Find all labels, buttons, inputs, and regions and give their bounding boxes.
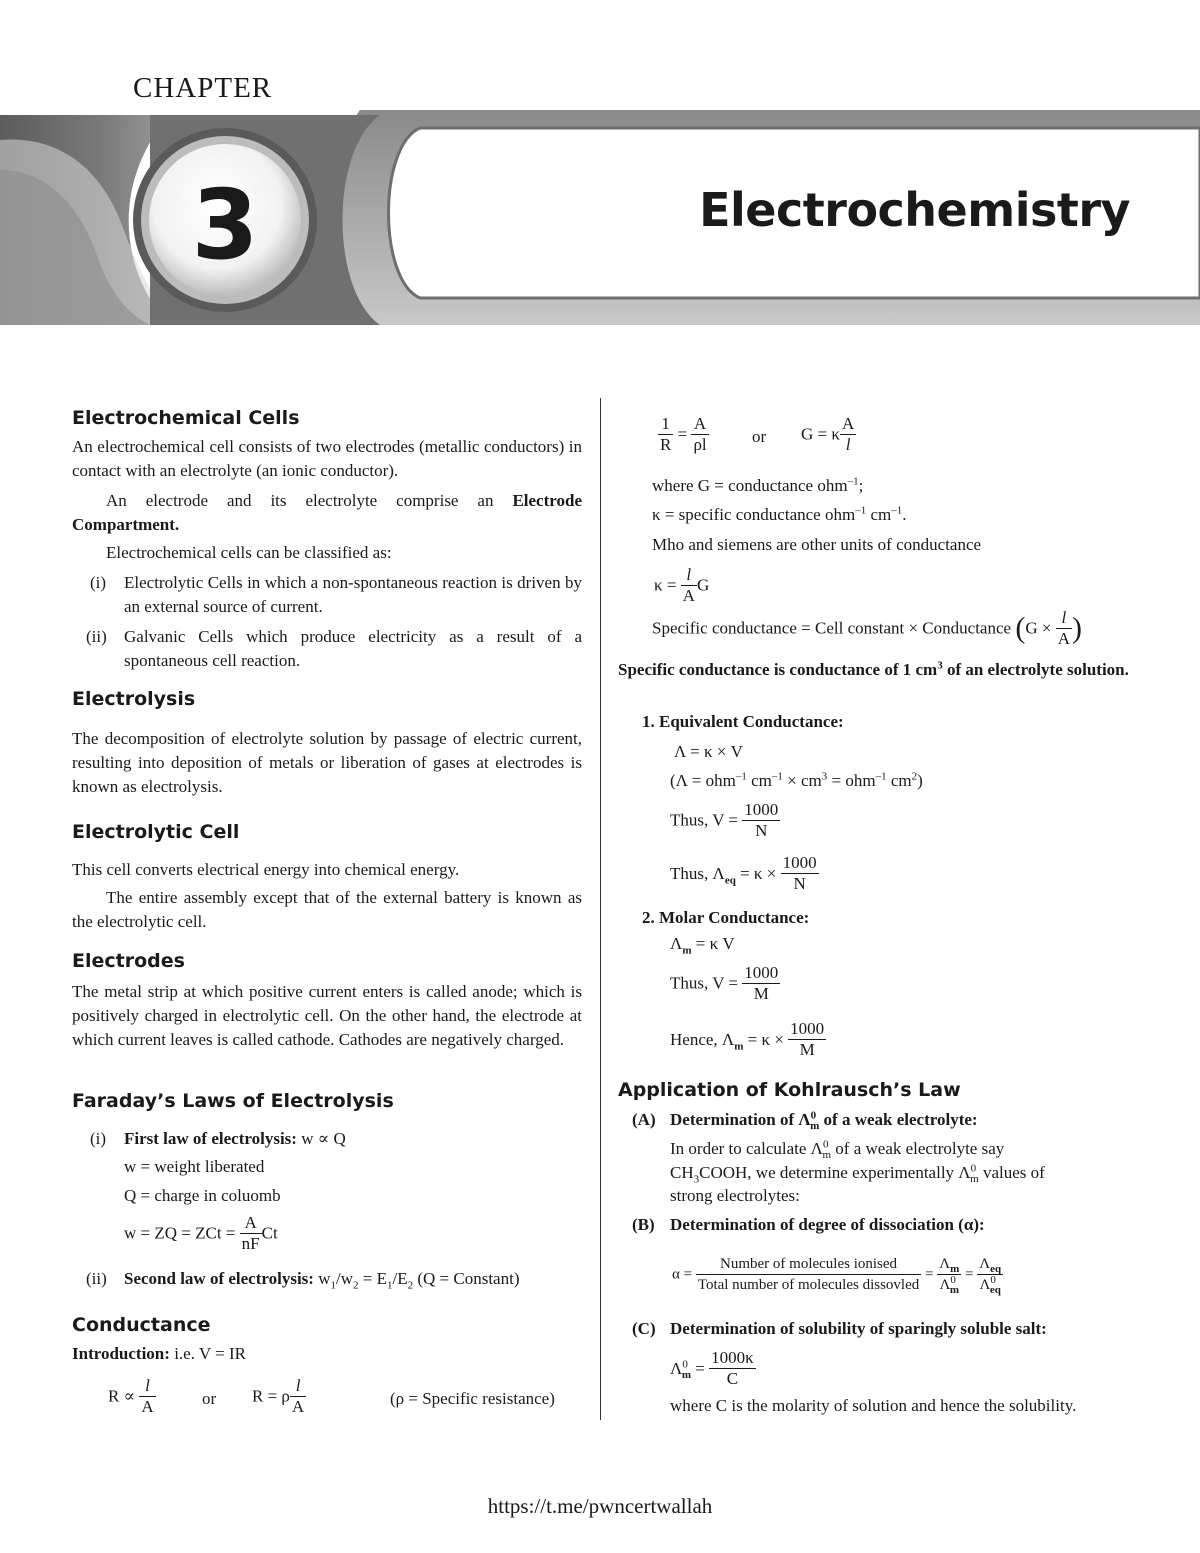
- kohlrausch-c-label: Determination of solubility of sparingly soluble salt:: [670, 1319, 1047, 1338]
- definition: Q = charge in coluomb: [124, 1186, 281, 1205]
- faraday-equation: w = ZQ = ZCt = $\frac{A}{nF}$ Ct: [124, 1213, 278, 1253]
- mho-note: Mho and siemens are other units of conductance: [652, 535, 982, 554]
- kohlrausch-a-label: Determination of $\Lambda^0_m$ of a weak electrolyte:: [670, 1109, 978, 1133]
- units-equation: (Λ = ohm$^{-1}$ $cm^{-1} \times cm^3 = ohm^{-1}$ $cm^2$): [670, 770, 923, 790]
- column-divider: [600, 398, 601, 1420]
- or-text: or: [202, 1389, 217, 1408]
- hence-lambda-m-equation: Hence, $\Lambda_m = \kappa$ × $\frac{1000}{M}$: [670, 1019, 825, 1059]
- paragraph: The entire assembly except that of the external battery is known as the electrolytic cell.: [72, 888, 582, 931]
- heading-electrodes: Electrodes: [72, 950, 185, 972]
- specific-conductance-statement: Specific conductance is conductance of 1 $cm^3$ of an electrolyte solution.: [618, 659, 1129, 679]
- heading-electrolytic-cell: Electrolytic Cell: [72, 821, 240, 843]
- definition: w = weight liberated: [124, 1157, 265, 1176]
- kohlrausch-b-label: Determination of degree of dissociation (α):: [670, 1215, 985, 1234]
- list-marker: (ii): [86, 627, 107, 646]
- rho-note: (ρ = Specific resistance): [390, 1389, 555, 1408]
- footer-link[interactable]: https://t.me/pwncertwallah: [487, 1494, 713, 1518]
- alpha-equation: α = $\frac{\text{Number of molecules ionised}}{\text{Total number of molecules dissovled}}$ = $\frac{\Lambda_m}{\Lambda^0_m}$ = $\frac{\Lambda_{eq}}{\Lambda^0_{eq}}$: [672, 1256, 1002, 1296]
- paragraph: Electrochemical cells can be classified as:: [106, 543, 392, 562]
- conductance-equation: $\frac{1}{R}$ = $\frac{A}{\rho l}$: [660, 414, 707, 454]
- solubility-equation: $\Lambda^0_m$ = $\frac{1000\kappa}{C}$: [670, 1348, 754, 1388]
- kohlrausch-a-text: In order to calculate $\Lambda^0_m$ of a weak electrolyte say: [670, 1138, 1005, 1162]
- list-marker: (C): [632, 1319, 656, 1338]
- first-law: First law of electrolysis: w ∝ Q: [124, 1129, 346, 1148]
- equivalent-conductance-label: 1. Equivalent Conductance:: [642, 712, 844, 731]
- where-g: where G = conductance ohm$^{-1}$;: [652, 475, 864, 495]
- conductance-kappa-equation: G = κ $\frac{A}{l}$: [801, 414, 855, 454]
- resistance-proportion: R ∝ $\frac{l}{A}$: [108, 1376, 154, 1416]
- specific-conductance-equation: Specific conductance = Cell constant × Conductance (G × $\frac{l}{A}$ ): [652, 608, 1082, 648]
- equation: Λ = κ × V: [674, 742, 743, 761]
- heading-kohlrausch: Application of Kohlrausch’s Law: [618, 1079, 961, 1101]
- paragraph: An electrochemical cell consists of two electrodes (metallic conductors) in contact with an electrolyte (an ionic conductor).: [72, 437, 582, 480]
- or-text: or: [752, 427, 767, 446]
- list-item: Galvanic Cells which produce electricity as a result of a spontaneous cell reaction.: [124, 627, 582, 670]
- thus-v-molar-equation: Thus, V = $\frac{1000}{M}$: [670, 963, 779, 1003]
- introduction: Introduction: i.e. V = IR: [72, 1344, 246, 1363]
- heading-electrochemical-cells: Electrochemical Cells: [72, 407, 300, 429]
- chapter-title: Electrochemistry: [699, 183, 1130, 237]
- paragraph: The decomposition of electrolyte solution by passage of electric current, resulting into deposition of metals or liberation of gases at electrodes is known as electrolysis.: [72, 729, 582, 796]
- thus-v-equation: Thus, V = $\frac{1000}{N}$: [670, 800, 779, 840]
- list-marker: (ii): [86, 1269, 107, 1288]
- list-marker: (A): [632, 1110, 656, 1129]
- molar-conductance-label: 2. Molar Conductance:: [642, 908, 810, 927]
- equation: $\Lambda_m = \kappa$ V: [670, 934, 735, 957]
- chapter-number: 3: [191, 169, 259, 281]
- second-law: Second law of electrolysis: $w_1/w_2 = E_1/E_2$ (Q = Constant): [124, 1269, 520, 1292]
- resistance-equation: R = ρ $\frac{l}{A}$: [252, 1376, 305, 1416]
- paragraph: This cell converts electrical energy into chemical energy.: [72, 860, 460, 879]
- list-item: Electrolytic Cells in which a non-spontaneous reaction is driven by an external source of current.: [124, 573, 582, 616]
- kohlrausch-a-text: $CH_3COOH$, we determine experimentally $\Lambda^0_m$ values of: [670, 1162, 1045, 1186]
- kappa-equation: κ = $\frac{l}{A}$ G: [654, 565, 710, 605]
- kappa-definition: κ = specific conductance ohm$^{-1}$ $cm^{-1}$.: [652, 504, 907, 524]
- heading-electrolysis: Electrolysis: [72, 688, 196, 710]
- kohlrausch-a-text: strong electrolytes:: [670, 1186, 800, 1205]
- list-marker: (i): [90, 573, 107, 592]
- heading-conductance: Conductance: [72, 1314, 211, 1336]
- thus-lambda-eq-equation: Thus, $\Lambda_{eq} = \kappa$ × $\frac{1000}{N}$: [670, 853, 817, 893]
- paragraph: The metal strip at which positive current enters is called anode; which is positively charged in electrolytic cell. On the other hand, the electrode at which current leaves is called cathode. Cathodes are negatively charged.: [72, 982, 582, 1049]
- heading-faraday: Faraday’s Laws of Electrolysis: [72, 1090, 394, 1112]
- list-marker: (i): [90, 1129, 107, 1148]
- chapter-label: CHAPTER: [133, 72, 273, 104]
- paragraph: An electrode and its electrolyte comprise an Electrode Compartment.: [72, 491, 582, 534]
- list-marker: (B): [632, 1215, 655, 1234]
- solubility-note: where C is the molarity of solution and hence the solubility.: [670, 1396, 1077, 1415]
